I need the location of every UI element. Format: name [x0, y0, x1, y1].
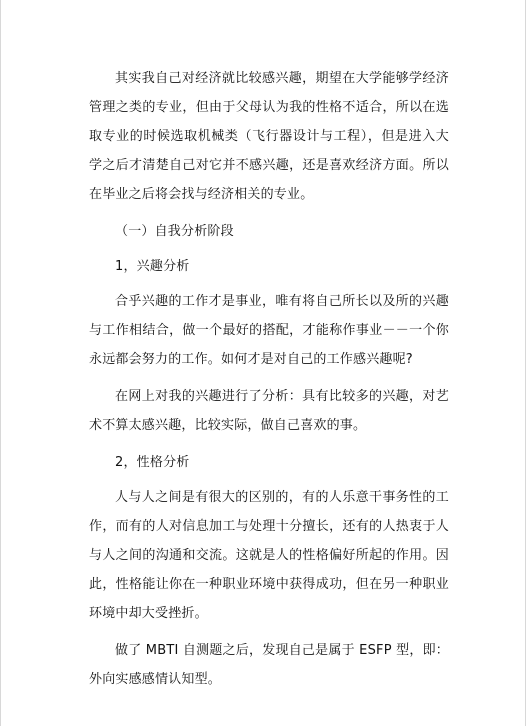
- document-body: [89, 64, 449, 694]
- spacer: [89, 440, 449, 448]
- spacer: [89, 374, 449, 382]
- spacer: [89, 209, 449, 217]
- section-heading-self-analysis: （一）自我分析阶段: [115, 224, 234, 239]
- paragraph-online-interest-test: 在网上对我的兴趣进行了分析：具有比较多的兴趣，对艺术不算太感兴趣，比较实际，做自己喜欢的事。: [89, 389, 449, 433]
- paragraph-personality-differences: 人与人之间是有很大的区别的，有的人乐意干事务性的工作，而有的人对信息加工与处理十分擅长，还有的人热衷于人与人之间的沟通和交流。这就是人的性格偏好所起的作用。因此，性格能让你在一种职业环境中获得成功，但在另一种职业环境中却大受挫折。: [89, 490, 449, 621]
- subheading-interest-analysis: 1，兴趣分析: [115, 259, 190, 274]
- paragraph-mbti-result: 做了 MBTI 自测题之后，发现自己是属于 ESFP 型，即：外向实感感情认知型。: [89, 643, 449, 687]
- subheading-personality-analysis: 2，性格分析: [115, 455, 190, 470]
- paragraph-economics-interest: 其实我自己对经济就比较感兴趣，期望在大学能够学经济管理之类的专业，但由于父母认为我的性格不适合，所以在选取专业的时候选取机械类（飞行器设计与工程），但是进入大学之后才清楚自己对它并不感兴趣，还是喜欢经济方面。所以在毕业之后将会找与经济相关的专业。: [89, 71, 449, 202]
- paragraph-interest-career: 合乎兴趣的工作才是事业，唯有将自己所长以及所的兴趣与工作相结合，做一个最好的搭配，才能称作事业－－一个你永远都会努力的工作。如何才是对自己的工作感兴趣呢?: [89, 294, 449, 367]
- spacer: [89, 628, 449, 636]
